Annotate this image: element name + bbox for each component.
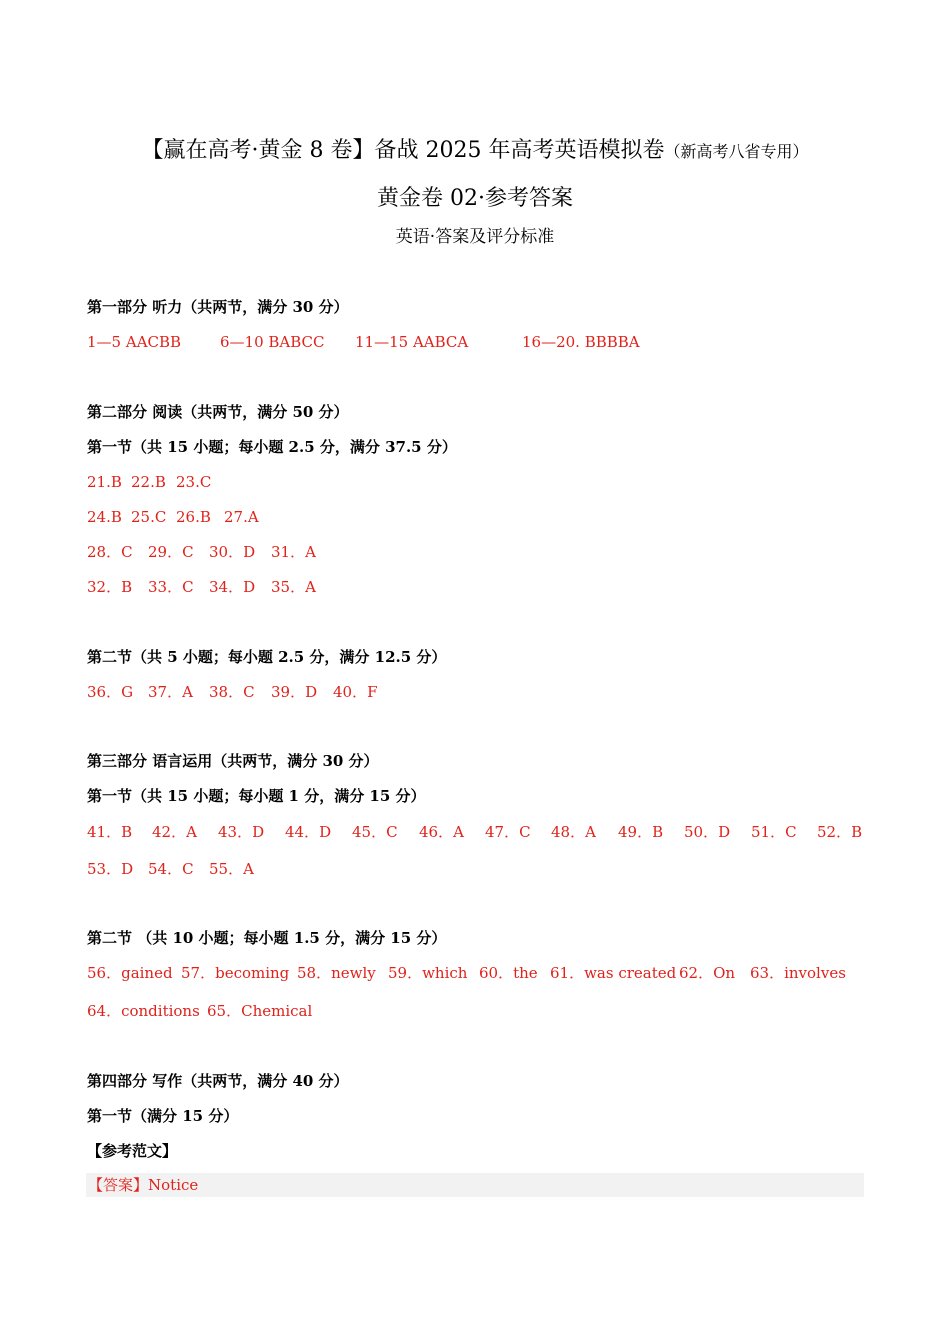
answer-item: 36．G (87, 683, 134, 701)
document-subtitle-2: 英语·答案及评分标准 (395, 227, 555, 247)
answer-item: 37．A (148, 683, 193, 701)
part2-section2-heading: 第二节（共 5 小题；每小题 2.5 分，满分 12.5 分） (87, 648, 447, 666)
answer-item: 55．A (209, 860, 254, 878)
answer-item: 22.B (131, 473, 166, 491)
answer-item: 50．D (684, 823, 731, 841)
answer-item: 32．B (87, 578, 133, 596)
part4-heading: 第四部分 写作（共两节，满分 40 分） (87, 1072, 349, 1090)
document-title (0, 136, 950, 167)
answer-item: 42．A (152, 823, 197, 841)
answer-group: 11—15 AABCA (355, 333, 469, 351)
part2-section1-heading: 第一节（共 15 小题；每小题 2.5 分，满分 37.5 分） (87, 438, 457, 456)
answer-item: 54．C (148, 860, 194, 878)
part4-section1-heading: 第一节（满分 15 分） (87, 1107, 239, 1125)
answer-item: 33．C (148, 578, 194, 596)
answer-item: 64．conditions (87, 1002, 200, 1020)
part3-section1-heading: 第一节（共 15 小题；每小题 1 分，满分 15 分） (87, 787, 426, 805)
sample-essay-label: 【参考范文】 (87, 1142, 178, 1160)
answer-item: 60．the (479, 964, 538, 982)
answer-item: 63．involves (750, 964, 846, 982)
answer-item: 65．Chemical (207, 1002, 313, 1020)
answer-item: 28．C (87, 543, 133, 561)
answer-group: 6—10 BABCC (220, 333, 325, 351)
answer-item: 61．was created (550, 964, 677, 982)
answer-item: 24.B (87, 508, 122, 526)
answer-item: 38．C (209, 683, 255, 701)
answer-item: 34．D (209, 578, 256, 596)
answer-item: 57．becoming (181, 964, 290, 982)
answer-item: 56．gained (87, 964, 173, 982)
answer-item: 49．B (618, 823, 664, 841)
title-note: （新高考八省专用） (664, 142, 809, 161)
answer-item: 30．D (209, 543, 256, 561)
answer-item: 44．D (285, 823, 332, 841)
answer-text: Notice (148, 1176, 199, 1194)
answer-item: 40．F (333, 683, 378, 701)
answer-group: 16—20. BBBBA (522, 333, 640, 351)
answer-item: 27.A (224, 508, 259, 526)
answer-item: 45．C (352, 823, 398, 841)
part2-heading: 第二部分 阅读（共两节，满分 50 分） (87, 403, 349, 421)
answer-item: 59．which (388, 964, 468, 982)
part3-section2-heading: 第二节 （共 10 小题；每小题 1.5 分，满分 15 分） (87, 929, 447, 947)
answer-item: 47．C (485, 823, 531, 841)
answer-item: 21.B (87, 473, 122, 491)
answer-item: 35．A (271, 578, 316, 596)
answer-item: 39．D (271, 683, 318, 701)
answer-tag: 【答案】 (88, 1176, 149, 1194)
answer-item: 48．A (551, 823, 596, 841)
answer-item: 51．C (751, 823, 797, 841)
answer-item: 58．newly (297, 964, 376, 982)
answer-item: 46．A (419, 823, 464, 841)
answer-item: 43．D (218, 823, 265, 841)
answer-item: 52．B (817, 823, 863, 841)
part1-heading: 第一部分 听力（共两节，满分 30 分） (87, 298, 349, 316)
part3-heading: 第三部分 语言运用（共两节，满分 30 分） (87, 752, 379, 770)
answer-item: 26.B (176, 508, 211, 526)
answer-group: 1—5 AACBB (87, 333, 182, 351)
title-main: 【赢在高考·黄金 8 卷】备战 2025 年高考英语模拟卷 (141, 138, 665, 163)
answer-item: 53．D (87, 860, 134, 878)
answer-box (86, 1173, 864, 1197)
answer-item: 31．A (271, 543, 316, 561)
answer-item: 62．On (679, 964, 736, 982)
document-subtitle: 黄金卷 02·参考答案 (377, 186, 573, 211)
answer-item: 23.C (176, 473, 212, 491)
answer-item: 29．C (148, 543, 194, 561)
answer-item: 25.C (131, 508, 167, 526)
answer-item: 41．B (87, 823, 133, 841)
